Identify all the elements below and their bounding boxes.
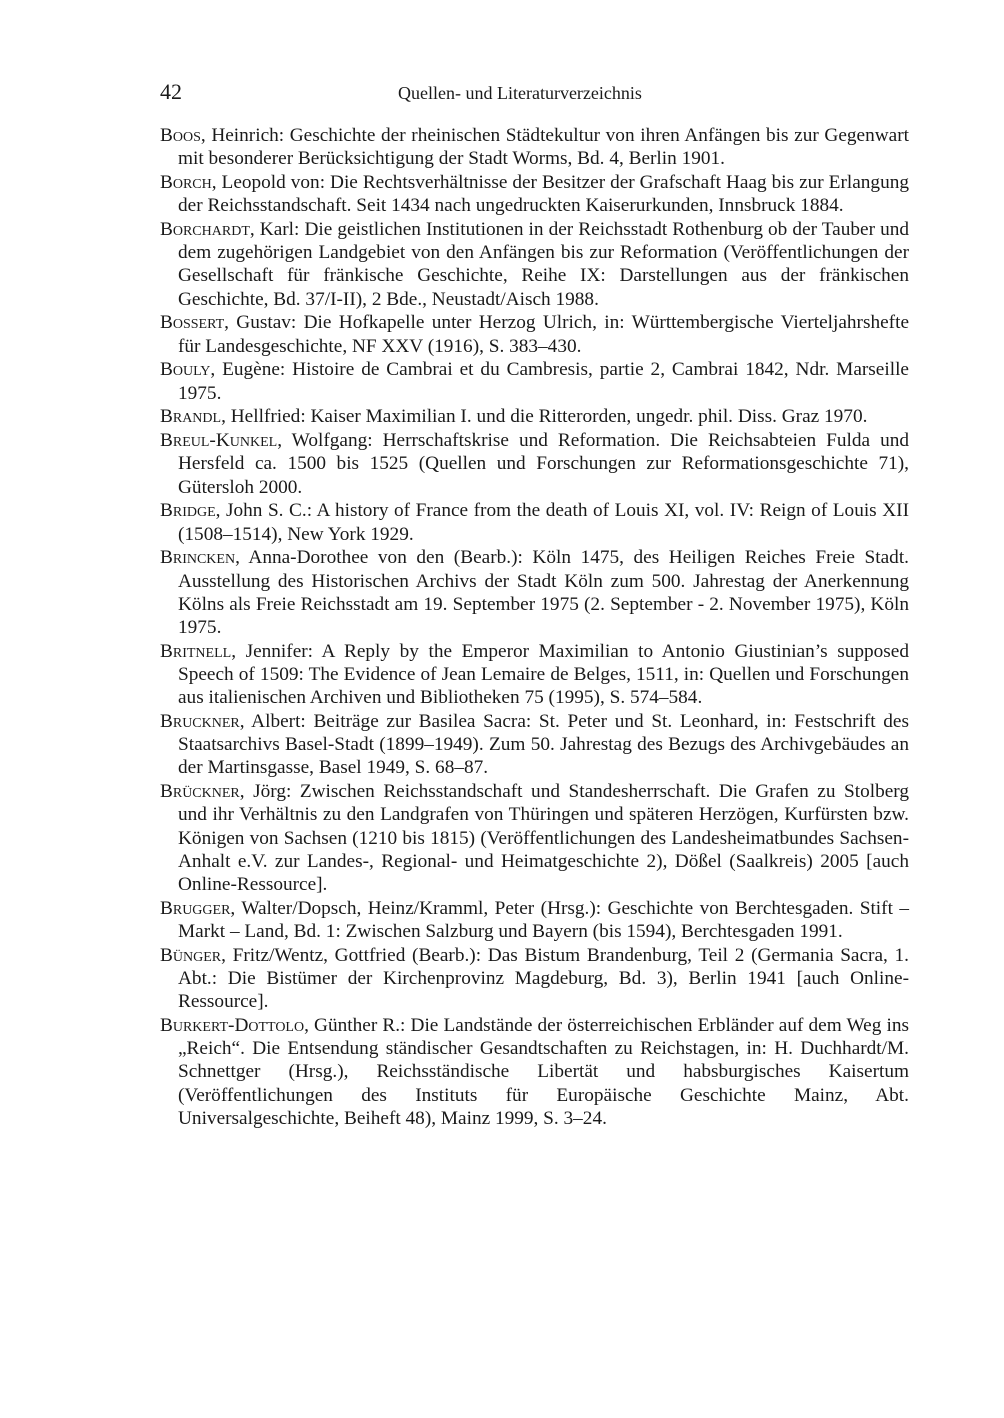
entry-text: , Fritz/Wentz, Gottfried (Bearb.): Das Bistum Brandenburg, Teil 2 (Germania Sacra, 1. Abt.: Die Bistümer der Kirchenprovinz Magdeburg, Bd. 3), Berlin 1941 [auch Online-Ressource]. (178, 944, 909, 1013)
entry-author: Boos (160, 125, 201, 146)
entry-text: , Wolfgang: Herrschaftskrise und Reformation. Die Reichsabteien Fulda und Hersfeld ca. 1500 bis 1525 (Quellen und Forschungen zur Reformationsgeschichte 71), Gütersloh 2000. (178, 430, 909, 498)
bibliography-entry (160, 499, 909, 545)
entry-author: Borch (160, 172, 212, 193)
entry-author: Bouly (160, 359, 211, 381)
entry-text: , Jörg: Zwischen Reichsstandschaft und Standesherrschaft. Die Grafen zu Stolberg und ihr Verhältnis zu den Landgrafen von Thüringen und späteren Herzögen, Kurfürsten bzw. Königen von Sachsen (1210 bis 1815) (Veröffentlichungen des Landesheimatbundes Sachsen-Anhalt e.V. zur Landes-, Regional- und Heimatgeschichte 2), Dößel (Saalkreis) 2005 [auch Online-Ressource]. (178, 781, 909, 896)
entry-text: , Hellfried: Kaiser Maximilian I. und die Ritterorden, ungedr. phil. Diss. Graz 1970. (221, 406, 868, 428)
running-head: Quellen- und Literaturverzeichnis (398, 83, 642, 103)
bibliography-entry (160, 358, 909, 404)
page-number: 42 (160, 79, 182, 104)
entry-author: Brincken (160, 547, 236, 569)
bibliography-entry (160, 710, 909, 780)
bibliography-entry (160, 897, 909, 943)
entry-text: , Jennifer: A Reply by the Emperor Maximilian to Antonio Giustinian’s supposed Speech of 1509: The Evidence of Jean Lemaire de Belges, 1511, in: Quellen und Forschungen aus italienischen Archiven und Bibliotheken 75 (1995), S. 574–584. (178, 640, 909, 709)
entry-author: Burkert-Dottolo (160, 1015, 305, 1037)
entry-text: , Günther R.: Die Landstände der österreichischen Erbländer auf dem Weg ins „Reich“. Die Entsendung ständischer Gesandtschaften zu Reichstagen, in: H. Duchhardt/M. Schnettger (Hrsg.), Reichsständische Libertät und habsburgisches Kaisertum (Veröffentlichungen des Instituts für Europäische Geschichte Mainz, Abt. Universalgeschichte, Beiheft 48), Mainz 1999, S. 3–24. (178, 1015, 909, 1129)
bibliography-entry (160, 218, 909, 311)
bibliography-entry (160, 780, 909, 896)
bibliography-entry (160, 311, 909, 357)
entry-text: , Anna-Dorothee von den (Bearb.): Köln 1475, des Heiligen Reiches Freie Stadt. Ausstellung des Historischen Archivs der Stadt Köln zum 500. Jahrestag der Anerkennung Kölns als Freie Reichsstadt am 19. September 1975 (2. September - 2. November 1975), Köln 1975. (178, 547, 909, 639)
entry-author: Breul-Kunkel (160, 430, 278, 452)
bibliography-entry (160, 124, 909, 170)
entry-author: Borchardt (160, 219, 250, 240)
entry-text: , Gustav: Die Hofkapelle unter Herzog Ulrich, in: Württembergische Vierteljahrshefte für Landesgeschichte, NF XXV (1916), S. 383–430. (178, 312, 909, 357)
bibliography-entry (160, 171, 909, 217)
entry-text: , Walter/Dopsch, Heinz/Kramml, Peter (Hrsg.): Geschichte von Berchtesgaden. Stift – Markt – Land, Bd. 1: Zwischen Salzburg und Bayern (bis 1594), Berchtesgaden 1991. (178, 897, 909, 943)
bibliography-entry (160, 640, 909, 710)
entry-author: Bossert (160, 312, 225, 334)
entry-text: , Leopold von: Die Rechtsverhältnisse der Besitzer der Grafschaft Haag bis zur Erlangung der Reichsstandschaft. Seit 1434 nach ungedruckten Kaiserurkunden, Innsbruck 1884. (178, 172, 909, 217)
entry-author: Brückner (160, 781, 240, 803)
bibliography-list (160, 124, 909, 1131)
entry-text: , Karl: Die geistlichen Institutionen in der Reichsstadt Rothenburg ob der Tauber und dem zugehörigen Landgebiet von den Anfängen bis zur Reformation (Veröffentlichungen der Gesellschaft für fränkische Geschichte, Reihe IX: Darstellungen aus der fränkischen Geschichte, Bd. 37/I-II), 2 Bde., Neustadt/Aisch 1988. (178, 219, 909, 310)
bibliography-entry (160, 546, 909, 639)
entry-text: , Eugène: Histoire de Cambrai et du Cambresis, partie 2, Cambrai 1842, Ndr. Marseille 1975. (178, 359, 909, 404)
entry-author: Britnell (160, 640, 232, 662)
entry-author: Bridge (160, 500, 216, 522)
bibliography-entry (160, 944, 909, 1014)
bibliography-entry (160, 1014, 909, 1130)
entry-text: , Heinrich: Geschichte der rheinischen Städtekultur von ihren Anfängen bis zur Gegenwart mit besonderer Berücksichtigung der Stadt Worms, Bd. 4, Berlin 1901. (178, 125, 909, 170)
entry-author: Bruckner (160, 711, 240, 733)
entry-author: Brandl (160, 406, 222, 428)
entry-author: Brugger (160, 897, 231, 919)
entry-author: Bünger (160, 944, 222, 966)
entry-text: , John S. C.: A history of France from the death of Louis XI, vol. IV: Reign of Louis XII (1508–1514), New York 1929. (178, 500, 909, 545)
entry-text: , Albert: Beiträge zur Basilea Sacra: St. Peter und St. Leonhard, in: Festschrift des Staatsarchivs Basel-Stadt (1899–1949). Zum 50. Jahrestag des Bezugs des Archivgebäudes an der Martinsgasse, Basel 1949, S. 68–87. (178, 711, 909, 779)
bibliography-entry (160, 429, 909, 499)
bibliography-entry (160, 405, 909, 428)
